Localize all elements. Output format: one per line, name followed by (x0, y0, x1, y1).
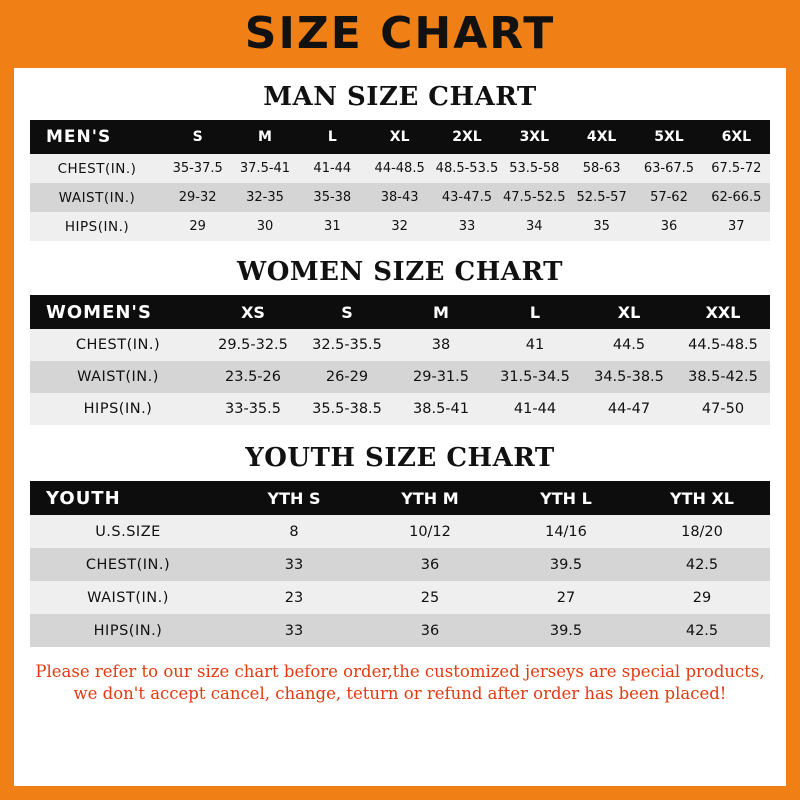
table-cell: 8 (289, 523, 299, 540)
column-header-xxl: XXL (705, 302, 741, 322)
row-label: HIPS(IN.) (93, 622, 163, 639)
page-title: SIZE CHART (244, 8, 556, 59)
table-cell: 37 (728, 219, 745, 234)
table-cell: 43-47.5 (441, 190, 493, 205)
row-label: U.S.SIZE (95, 523, 161, 540)
table-cell: 44.5-48.5 (688, 337, 758, 353)
women-section-title: WOMEN SIZE CHART (237, 257, 563, 287)
table-cell: 35.5-38.5 (312, 401, 382, 417)
order-notice (30, 661, 770, 706)
man-section-title: MAN SIZE CHART (263, 82, 537, 112)
table-cell: 41-44 (513, 401, 557, 417)
column-header-6xl: 6XL (721, 129, 752, 145)
women-table-body (30, 329, 770, 425)
table-cell: 35-38 (313, 190, 352, 205)
table-cell: 29-31.5 (413, 369, 469, 385)
column-header-5xl: 5XL (654, 129, 684, 145)
column-header-l: L (327, 129, 337, 145)
table-cell: 36 (660, 219, 678, 234)
column-header-l: L (529, 302, 541, 322)
table-cell: 29.5-32.5 (218, 337, 288, 353)
column-header-yth-l: YTH L (540, 488, 592, 508)
table-cell: 23 (284, 589, 304, 606)
row-label: HIPS(IN.) (64, 218, 130, 235)
table-cell: 44.5 (612, 337, 646, 353)
man-table-header (30, 120, 770, 154)
table-cell: 57-62 (650, 190, 688, 205)
column-header-2xl: 2XL (452, 129, 482, 145)
table-cell: 18/20 (681, 523, 723, 540)
table-corner-label: WOMEN'S (46, 301, 152, 323)
man-size-table (30, 120, 770, 241)
table-cell: 63-67.5 (643, 161, 695, 176)
table-cell: 52.5-57 (576, 190, 627, 205)
table-cell: 33 (284, 556, 304, 573)
table-cell: 47.5-52.5 (503, 190, 566, 205)
table-row (30, 515, 770, 548)
table-cell: 10/12 (409, 523, 451, 540)
table-cell: 44-48.5 (374, 161, 425, 176)
table-header-row (30, 295, 770, 329)
table-cell: 32.5-35.5 (312, 337, 382, 353)
table-cell: 32 (391, 219, 408, 234)
table-cell: 25 (420, 589, 440, 606)
column-header-3xl: 3XL (519, 129, 550, 145)
column-header-s: S (192, 129, 203, 145)
table-cell: 58-63 (582, 161, 621, 176)
table-cell: 39.5 (549, 556, 583, 573)
table-cell: 35-37.5 (172, 161, 223, 176)
row-label: WAIST(IN.) (77, 369, 159, 385)
table-cell: 37.5-41 (239, 161, 291, 176)
column-header-xs: XS (241, 302, 265, 322)
table-row (30, 614, 770, 647)
table-cell: 35 (593, 219, 610, 234)
table-cell: 31.5-34.5 (500, 369, 570, 385)
column-header-m: M (258, 129, 272, 145)
table-cell: 67.5-72 (711, 161, 762, 176)
page-banner (0, 0, 800, 68)
table-row (30, 183, 770, 212)
youth-table-body (30, 515, 770, 647)
table-cell: 47-50 (701, 401, 745, 417)
column-header-yth-m: YTH M (401, 488, 459, 508)
youth-size-table (30, 481, 770, 647)
column-header-m: M (433, 302, 449, 322)
table-corner-label: MEN'S (46, 127, 112, 147)
table-cell: 38.5-41 (413, 401, 469, 417)
table-corner-label: YOUTH (46, 487, 121, 509)
table-cell: 31 (324, 219, 341, 234)
youth-section-title: YOUTH SIZE CHART (245, 443, 555, 473)
table-row (30, 154, 770, 183)
table-cell: 38-43 (380, 190, 419, 205)
row-label: WAIST(IN.) (87, 589, 169, 606)
column-header-4xl: 4XL (586, 129, 617, 145)
row-label: CHEST(IN.) (75, 337, 161, 353)
table-row (30, 581, 770, 614)
table-cell: 27 (556, 589, 576, 606)
table-cell: 42.5 (685, 622, 719, 639)
table-cell: 39.5 (549, 622, 583, 639)
order-notice-line-1: Please refer to our size chart before order,the customized jerseys are special products, (35, 662, 765, 681)
row-label: HIPS(IN.) (83, 401, 153, 417)
table-cell: 41 (525, 337, 545, 353)
table-cell: 33 (284, 622, 304, 639)
table-cell: 33 (458, 219, 476, 234)
table-cell: 41-44 (313, 161, 352, 176)
column-header-s: S (341, 302, 353, 322)
table-cell: 34 (526, 219, 543, 234)
table-header-row (30, 120, 770, 154)
table-header-row (30, 481, 770, 515)
table-cell: 30 (256, 219, 274, 234)
table-row (30, 212, 770, 241)
youth-table-header (30, 481, 770, 515)
table-cell: 29-32 (178, 190, 217, 205)
row-label: CHEST(IN.) (85, 556, 171, 573)
page-content (14, 82, 786, 706)
table-cell: 29 (692, 589, 712, 606)
table-row (30, 393, 770, 425)
table-cell: 26-29 (325, 369, 369, 385)
table-row (30, 548, 770, 581)
table-cell: 14/16 (545, 523, 587, 540)
women-table-header (30, 295, 770, 329)
table-cell: 36 (420, 622, 440, 639)
column-header-yth-s: YTH S (267, 488, 321, 508)
table-cell: 53.5-58 (509, 161, 560, 176)
row-label: WAIST(IN.) (58, 189, 136, 206)
table-cell: 62-66.5 (711, 190, 762, 205)
column-header-xl: XL (389, 129, 410, 145)
table-cell: 34.5-38.5 (594, 369, 664, 385)
table-cell: 44-47 (607, 401, 651, 417)
man-table-body (30, 154, 770, 241)
order-notice-line-2: we don't accept cancel, change, teturn or refund after order has been placed! (73, 684, 727, 704)
column-header-xl: XL (617, 302, 641, 322)
table-cell: 33-35.5 (225, 401, 281, 417)
table-cell: 38.5-42.5 (688, 369, 758, 385)
table-cell: 23.5-26 (225, 369, 281, 385)
table-row (30, 329, 770, 361)
table-cell: 36 (420, 556, 440, 573)
table-cell: 38 (431, 337, 451, 353)
women-size-table (30, 295, 770, 425)
column-header-yth-xl: YTH XL (670, 488, 734, 508)
table-cell: 32-35 (246, 190, 284, 205)
table-row (30, 361, 770, 393)
row-label: CHEST(IN.) (57, 160, 137, 177)
table-cell: 29 (189, 219, 206, 234)
table-cell: 42.5 (685, 556, 719, 573)
table-cell: 48.5-53.5 (435, 161, 499, 176)
